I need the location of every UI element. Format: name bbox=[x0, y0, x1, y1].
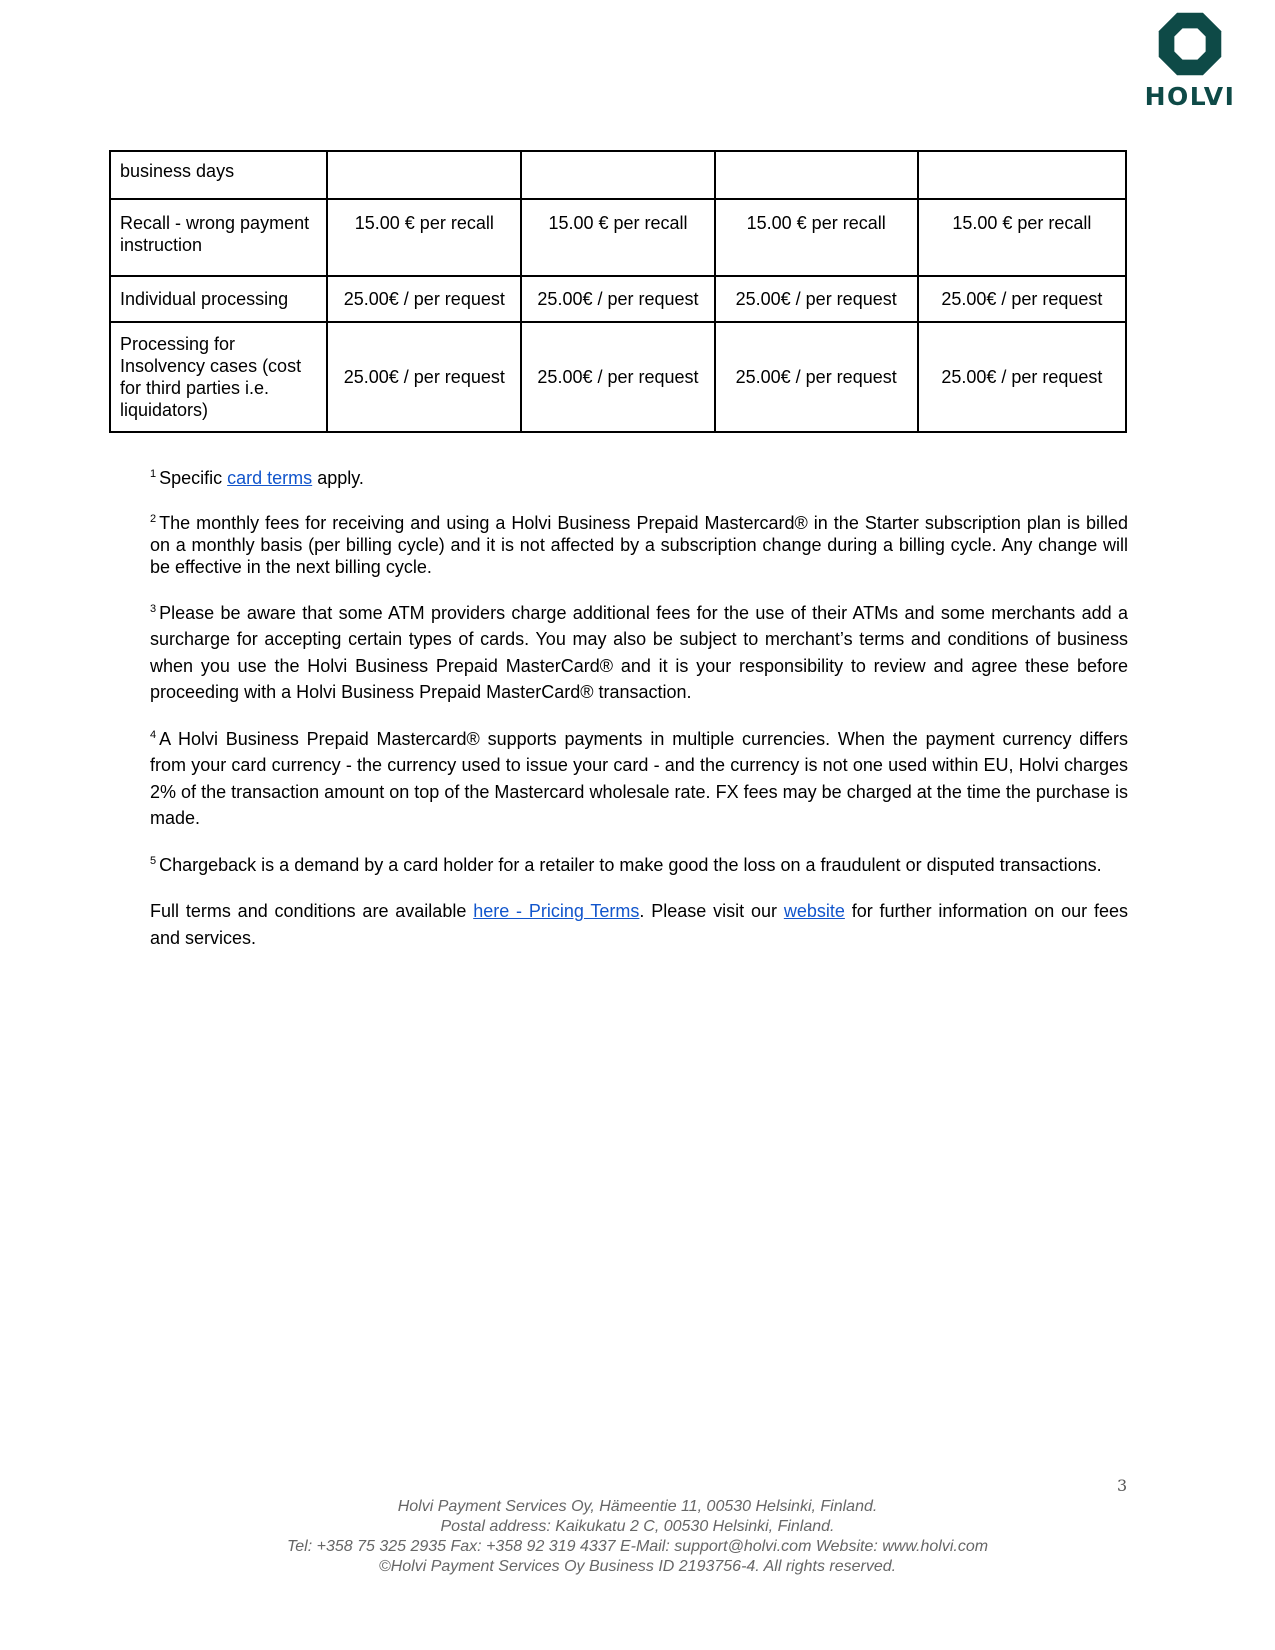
fee-cell: 25.00€ / per request bbox=[327, 276, 521, 322]
footer-contact: Tel: +358 75 325 2935 Fax: +358 92 319 4337 E-Mail: support@holvi.com Website: www.holvi.com bbox=[286, 1538, 989, 1555]
fee-cell: 15.00 € per recall bbox=[918, 199, 1126, 276]
fee-cell: 25.00€ / per request bbox=[327, 322, 521, 432]
terms-text: Full terms and conditions are available bbox=[150, 901, 474, 921]
footnote-1 bbox=[150, 465, 1128, 492]
card-terms-link[interactable]: card terms bbox=[227, 468, 313, 488]
footnote-number: 1 bbox=[150, 468, 157, 480]
pricing-terms-link[interactable]: here - Pricing Terms bbox=[473, 901, 640, 921]
footnote-4 bbox=[150, 726, 1128, 832]
fee-cell bbox=[715, 151, 918, 199]
fee-cell bbox=[521, 151, 714, 199]
full-terms-paragraph bbox=[150, 898, 1128, 951]
footnote-number: 5 bbox=[150, 854, 157, 867]
footnote-text: Chargeback is a demand by a card holder for a retailer to make good the loss on a fraudulent or disputed transactions. bbox=[159, 854, 1102, 875]
footnote-text: Specific bbox=[159, 468, 228, 488]
holvi-logo bbox=[1140, 10, 1240, 111]
footnote-text: apply. bbox=[312, 468, 364, 488]
fee-cell: 25.00€ / per request bbox=[715, 322, 918, 432]
table-row bbox=[110, 151, 1126, 199]
footnote-number: 3 bbox=[150, 602, 157, 615]
fee-cell: 25.00€ / per request bbox=[715, 276, 918, 322]
holvi-ring-icon bbox=[1156, 10, 1224, 78]
fee-cell: 15.00 € per recall bbox=[715, 199, 918, 276]
fee-cell: 25.00€ / per request bbox=[918, 276, 1126, 322]
page-number: 3 bbox=[1117, 1476, 1128, 1495]
footer-copyright: ©Holvi Payment Services Oy Business ID 2193756-4. All rights reserved. bbox=[378, 1558, 897, 1575]
footer-postal-address: Postal address: Kaikukatu 2 C, 00530 Helsinki, Finland. bbox=[440, 1518, 835, 1535]
fee-cell bbox=[327, 151, 521, 199]
footnote-text: Please be aware that some ATM providers charge additional fees for the use of their ATMs and some merchants add a surcharge for accepting certain types of cards. You may also be subject to merchant’s terms and conditions of business when you use the Holvi Business Prepaid MasterCard® and it is your responsibility to review and agree these before proceeding with a Holvi Business Prepaid MasterCard® transaction. bbox=[150, 602, 1128, 702]
fee-cell: 15.00 € per recall bbox=[521, 199, 714, 276]
fee-cell: 25.00€ / per request bbox=[521, 276, 714, 322]
footnote-text: The monthly fees for receiving and using a Holvi Business Prepaid Mastercard® in the Starter subscription plan is billed on a monthly basis (per billing cycle) and it is not affected by a subscription change during a billing cycle. Any change will be effective in the next billing cycle. bbox=[150, 512, 1128, 577]
row-label: Individual processing bbox=[110, 276, 327, 322]
footnote-number: 2 bbox=[150, 512, 157, 525]
holvi-logo-text: HOLVI bbox=[1144, 82, 1236, 111]
row-label: business days bbox=[110, 151, 327, 199]
fee-table bbox=[109, 150, 1127, 433]
table-row bbox=[110, 199, 1126, 276]
terms-text: . Please visit our bbox=[639, 901, 784, 921]
table-row bbox=[110, 276, 1126, 322]
footer-address: Holvi Payment Services Oy, Hämeentie 11, 00530 Helsinki, Finland. bbox=[397, 1498, 878, 1515]
footnote-text: A Holvi Business Prepaid Mastercard® supports payments in multiple currencies. When the payment currency differs from your card currency - the currency used to issue your card - and the currency is not one used within EU, Holvi charges 2% of the transaction amount on top of the Mastercard wholesale rate. FX fees may be charged at the time the purchase is made. bbox=[150, 728, 1128, 828]
terms-text: for further information on our fees and services. bbox=[150, 901, 1129, 948]
page-footer bbox=[0, 1497, 1275, 1577]
fee-cell: 25.00€ / per request bbox=[918, 322, 1126, 432]
footnote-3 bbox=[150, 600, 1128, 706]
footnote-2 bbox=[150, 512, 1128, 578]
footnote-5 bbox=[150, 852, 1128, 879]
fee-cell: 15.00 € per recall bbox=[327, 199, 521, 276]
fee-cell bbox=[918, 151, 1126, 199]
table-row bbox=[110, 322, 1126, 432]
footnotes bbox=[150, 465, 1128, 971]
fee-cell: 25.00€ / per request bbox=[521, 322, 714, 432]
footnote-number: 4 bbox=[150, 728, 157, 741]
row-label: Processing for Insolvency cases (cost for third parties i.e. liquidators) bbox=[110, 322, 327, 432]
website-link[interactable]: website bbox=[783, 901, 845, 921]
row-label: Recall - wrong payment instruction bbox=[110, 199, 327, 276]
